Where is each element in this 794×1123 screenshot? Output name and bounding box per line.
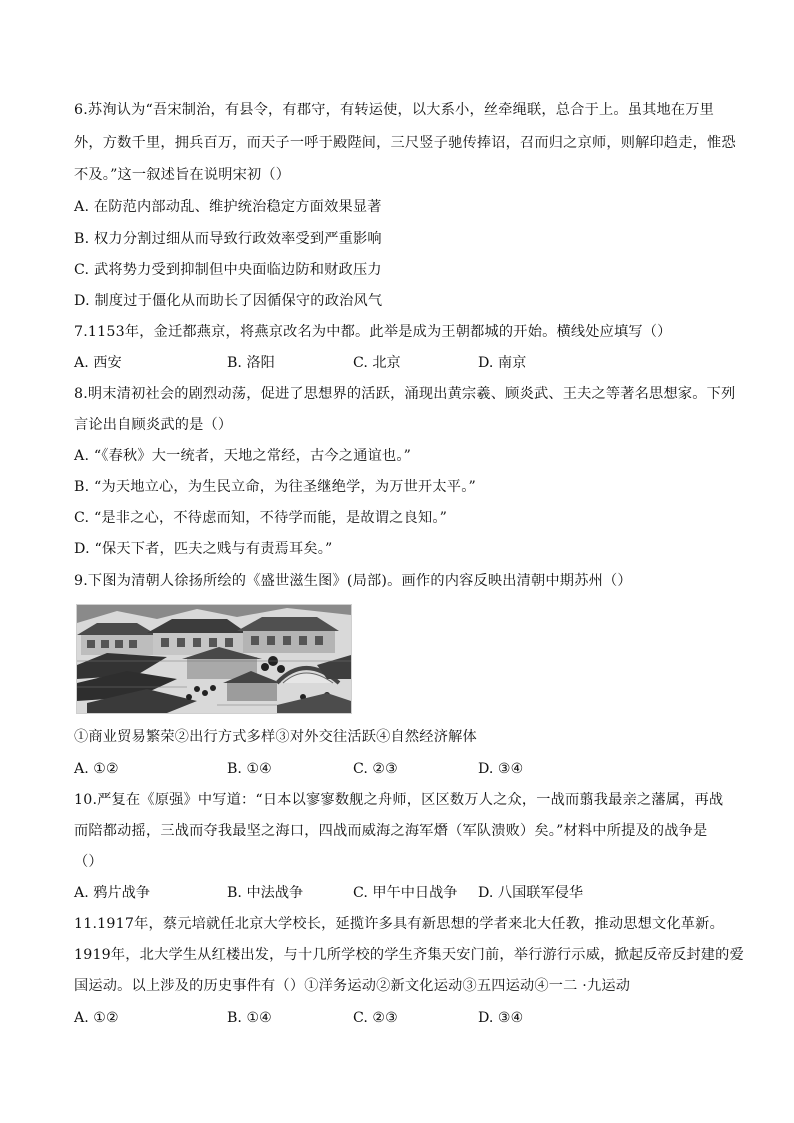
q8-option-a: A. “《春秋》大一统者，天地之常经，古今之通谊也。” <box>74 448 412 464</box>
q10-option-d: D. 八国联军侵华 <box>478 885 584 901</box>
q11-option-c: C. ②③ <box>353 1010 398 1026</box>
q7-option-a: A. 西安 <box>74 355 122 371</box>
prosperous-suzhou-painting <box>76 604 352 714</box>
q10-stem-line2: 而陪都动摇，三战而夺我最坚之海口，四战而威海之海军熸（军队溃败）矣。”材料中所提及的战争是 <box>74 823 708 839</box>
q11-stem-line1: 11.1917年，蔡元培就任北京大学校长，延揽许多具有新思想的学者来北大任教，推动思想文化革新。 <box>74 916 724 932</box>
q8-stem-line2: 言论出自顾炎武的是（） <box>74 417 233 433</box>
q8-option-d: D. “保天下者，匹夫之贱与有责焉耳矣。” <box>74 541 333 557</box>
q6-option-a: A. 在防范内部动乱、维护统治稳定方面效果显著 <box>74 199 382 215</box>
q10-option-b: B. 中法战争 <box>227 885 304 901</box>
q8-stem-line1: 8.明末清初社会的剧烈动荡，促进了思想界的活跃，涌现出黄宗羲、顾炎武、王夫之等著名思想家。下列 <box>74 386 736 402</box>
q11-stem-line3: 国运动。以上涉及的历史事件有（）①洋务运动②新文化运动③五四运动④一二 ·九运动 <box>74 978 631 994</box>
painting-image <box>77 605 351 713</box>
q9-option-c: C. ②③ <box>353 761 398 777</box>
q6-stem-line2: 外，方数千里，拥兵百万，而天子一呼于殿陛间，三尺竖子驰传捧诏，召而归之京师，则解印趋走，惟恐 <box>74 135 736 151</box>
q10-stem-line3: （） <box>74 854 103 870</box>
q9-statements: ①商业贸易繁荣②出行方式多样③对外交往活跃④自然经济解体 <box>74 729 477 745</box>
q10-stem-line1: 10.严复在《原强》中写道：“日本以寥寥数舰之舟师，区区数万人之众，一战而翦我最亲之藩属，再战 <box>74 792 724 808</box>
q9-option-b: B. ①④ <box>227 761 272 777</box>
q7-stem-line1: 7.1153年，金迁都燕京，将燕京改名为中都。此举是成为王朝都城的开始。横线处应填写（） <box>74 324 672 340</box>
q8-option-c: C. “是非之心，不待虑而知，不待学而能，是故谓之良知。” <box>74 510 448 526</box>
q11-option-a: A. ①② <box>74 1010 119 1026</box>
q7-option-b: B. 洛阳 <box>227 355 275 371</box>
q11-option-d: D. ③④ <box>478 1010 524 1026</box>
q10-option-a: A. 鸦片战争 <box>74 885 151 901</box>
q6-stem-line3: 不及。”这一叙述旨在说明宋初（） <box>74 167 291 183</box>
q6-option-d: D. 制度过于僵化从而助长了因循保守的政治风气 <box>74 293 383 309</box>
q8-option-b: B. “为天地立心，为生民立命，为往圣继绝学，为万世开太平。” <box>74 479 476 495</box>
q10-option-c: C. 甲午中日战争 <box>353 885 458 901</box>
q11-stem-line2: 1919年，北大学生从红楼出发，与十几所学校的学生齐集天安门前，举行游行示威，掀起反帝反封建的爱 <box>74 947 744 963</box>
q6-stem-line1: 6.苏洵认为“吾宋制治，有县令，有郡守，有转运使，以大系小，丝牵绳联，总合于上。虽其地在万里 <box>74 102 715 118</box>
q11-option-b: B. ①④ <box>227 1010 272 1026</box>
q9-stem-line1: 9.下图为清朝人徐扬所绘的《盛世滋生图》(局部)。画作的内容反映出清朝中期苏州（） <box>74 573 632 589</box>
q6-option-b: B. 权力分割过细从而导致行政效率受到严重影响 <box>74 231 382 247</box>
q9-option-d: D. ③④ <box>478 761 524 777</box>
q7-option-c: C. 北京 <box>353 355 401 371</box>
q6-option-c: C. 武将势力受到抑制但中央面临边防和财政压力 <box>74 262 382 278</box>
q7-option-d: D. 南京 <box>478 355 527 371</box>
q9-option-a: A. ①② <box>74 761 119 777</box>
